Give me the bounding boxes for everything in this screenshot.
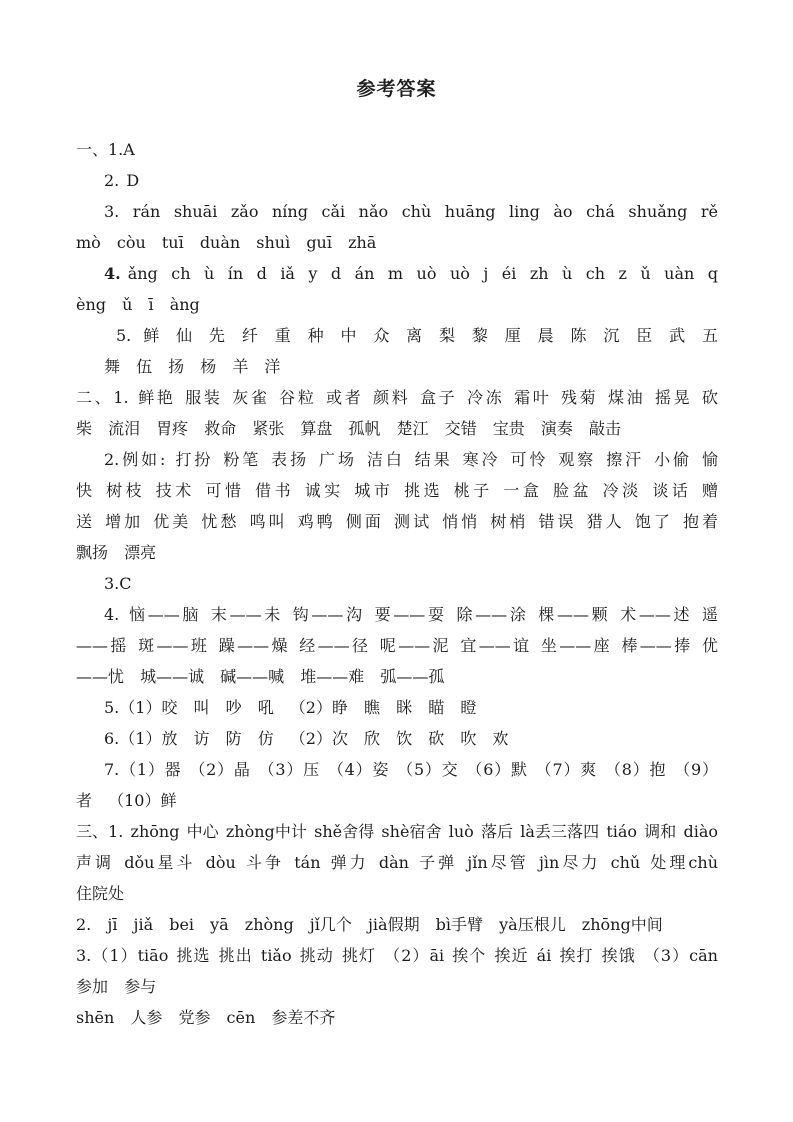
answer-line-s1-q3b: mò còu tuī duàn shuì guī zhā [76,233,377,252]
answer-line-s3-q1c: 住院处 [76,884,125,903]
answer-line-s1-q4b: èng ǔ ī àng [76,295,200,314]
answer-line-s3-q3b: 参加 参与 [76,977,157,996]
answer-line-s2-q6: 6.（1）放 访 防 仿 （2）次 欣 饮 砍 吹 欢 [104,729,509,748]
answer-line-s3-q2: 2. jī jiǎ bei yā zhòng jǐ几个 jià假期 bì手臂 yà压根儿 zhōng中间 [76,915,663,934]
answer-text: ǎng ch ù ín d iǎ y d án m uò uò j éi zh ù ch z ǔ uàn q [127,264,718,283]
answer-line-s3-q3a: 3.（1）tiāo 挑选 挑出 tiǎo 挑动 挑灯 （2）āi 挨个 挨近 ái 挨打 挨饿 （3）cān [76,946,718,965]
answer-line-s1-q4a [76,258,718,289]
answer-line-s2-q2a: 2.例如: 打扮 粉笔 表扬 广场 洁白 结果 寒冷 可怜 观察 擦汗 小偷 愉 [104,450,718,469]
answer-line-s2-q1b: 柴 流泪 胃疼 救命 紧张 算盘 孤帆 楚江 交错 宝贵 演奏 敲击 [76,419,621,438]
answer-line-s1-q5a: 5. 鲜 仙 先 纤 重 种 中 众 离 梨 黎 厘 晨 陈 沉 臣 武 五 [116,326,718,345]
answer-line-s2-q7b: 者 （10）鲜 [76,791,177,810]
answer-line-s2-q1a: 二、1. 鲜艳 服装 灰雀 谷粒 或者 颜料 盒子 冷冻 霜叶 残菊 煤油 摇晃 砍 [76,388,718,407]
answer-line-s2-q3: 3.C [104,574,132,593]
answer-line-s3-q3c: shēn 人参 党参 cēn 参差不齐 [76,1008,336,1027]
document-title: 参考答案 [356,78,437,100]
answer-line-s2-q4c: ——忧 城——诚 碱——喊 堆——难 弧——孤 [76,667,445,686]
answer-line-s1-q5b: 舞 伍 扬 杨 羊 洋 [104,357,281,376]
answer-line-s2-q7a: 7.（1）器 （2）晶 （3）压 （4）姿 （5）交 （6）默 （7）爽 （8）抱 （9） [104,760,718,779]
answer-line-s2-q5: 5.（1）咬 叫 吵 吼 （2）睁 瞧 眯 瞄 瞪 [104,698,477,717]
answer-line-s2-q4a: 4. 恼——脑 末——未 钩——沟 要——耍 除——涂 棵——颗 术——述 遥 [104,605,718,624]
answer-line-s2-q4b: ——摇 斑——班 躁——燥 经——径 呢——泥 宜——谊 坐——座 棒——捧 优 [76,636,718,655]
answer-line-s3-q1a: 三、1. zhōng 中心 zhòng中计 shě舍得 shè宿舍 luò 落后 là丢三落四 tiáo 调和 diào [76,822,718,841]
answer-line-s1-q2: 2. D [104,171,140,190]
answer-line-s3-q1b: 声调 dǒu星斗 dòu 斗争 tán 弹力 dàn 子弹 jǐn尽管 jìn尽力 chǔ 处理chù [76,853,718,872]
document-body [0,134,793,1033]
answer-line-s1-q3a: 3. rán shuāi zǎo níng cǎi nǎo chù huāng ling ào chá shuǎng rě [104,202,718,221]
answer-line-s2-q2c: 送 增加 优美 忧愁 鸣叫 鸡鸭 侧面 测试 悄悄 树梢 错误 猎人 饱了 抱着 [76,512,718,531]
answer-line-s2-q2d: 飘扬 漂亮 [76,543,157,562]
answer-line-s2-q2b: 快 树枝 技术 可惜 借书 诚实 城市 挑选 桃子 一盒 脸盆 冷淡 谈话 赠 [76,481,718,500]
question-number: 4. [104,264,121,283]
answer-line-s1-q1: 一、1.A [76,140,135,159]
